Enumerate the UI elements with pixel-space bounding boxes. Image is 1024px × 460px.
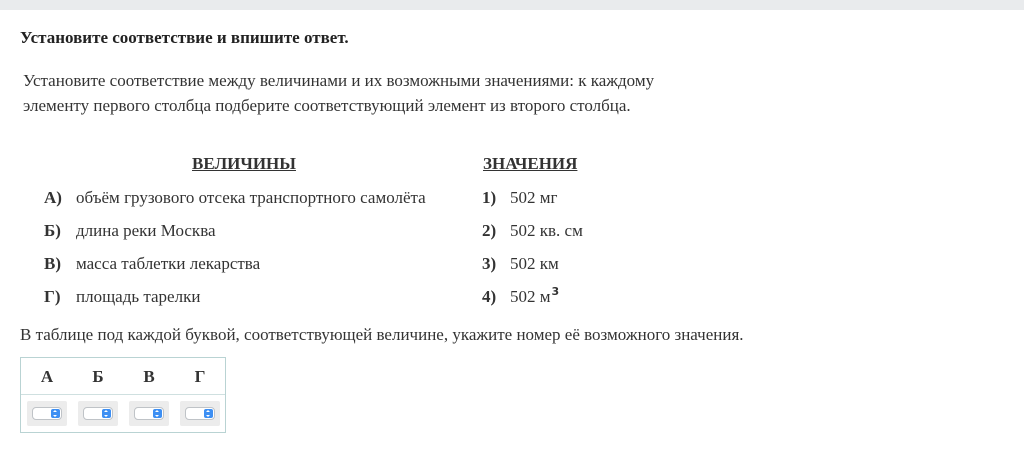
quantity-text: масса таблетки лекарства: [76, 254, 261, 273]
answer-select-cell-v: [129, 401, 169, 426]
quantity-item-a: [44, 188, 426, 208]
quantity-item-v: [44, 254, 260, 274]
quantity-text: длина реки Москва: [76, 221, 216, 240]
quantity-item-g: [44, 287, 200, 307]
quantity-letter: Г): [44, 287, 61, 306]
task-intro: Установите соответствие между величинами и их возможными значениями: к каждому элементу первого столбца подберите соответствующий элемент из второго столбца.: [23, 71, 655, 115]
value-text: 502 мг: [510, 188, 558, 207]
quantity-letter: А): [44, 188, 62, 207]
answer-column-g: Г: [194, 367, 206, 386]
answer-select-a[interactable]: [32, 407, 62, 420]
answer-instruction: В таблице под каждой буквой, соответствующей величине, укажите номер её возможного значения.: [20, 325, 744, 344]
answer-table: [20, 357, 226, 433]
answer-column-v: В: [143, 367, 155, 386]
quantity-item-b: [44, 221, 216, 241]
values-header: ЗНАЧЕНИЯ: [483, 154, 578, 173]
answer-table-header: [21, 358, 225, 395]
quantity-text: объём грузового отсека транспортного самолёта: [76, 188, 426, 207]
value-item-1: [482, 188, 557, 208]
answer-column-b: Б: [92, 367, 104, 386]
quantity-text: площадь тарелки: [76, 287, 201, 306]
value-text: 502 м: [510, 287, 551, 306]
answer-select-cell-b: [78, 401, 118, 426]
answer-select-g[interactable]: [185, 407, 215, 420]
select-stepper-icon: [204, 409, 213, 418]
value-text: 502 кв. см: [510, 221, 583, 240]
quantity-letter: В): [44, 254, 61, 273]
answer-select-cell-a: [27, 401, 67, 426]
answer-select-b[interactable]: [83, 407, 113, 420]
value-superscript: 3: [551, 285, 560, 298]
value-item-2: [482, 221, 583, 241]
task-heading: Установите соответствие и впишите ответ.: [20, 28, 349, 47]
value-item-3: [482, 254, 559, 274]
value-number: 4): [482, 287, 497, 306]
answer-select-v[interactable]: [134, 407, 164, 420]
value-number: 1): [482, 188, 497, 207]
quantity-letter: Б): [44, 221, 61, 240]
value-number: 3): [482, 254, 497, 273]
answer-select-cell-g: [180, 401, 220, 426]
select-stepper-icon: [153, 409, 162, 418]
answer-column-a: А: [40, 367, 54, 386]
select-stepper-icon: [102, 409, 111, 418]
value-number: 2): [482, 221, 497, 240]
select-stepper-icon: [51, 409, 60, 418]
value-item-4: [482, 287, 559, 307]
quantities-header: ВЕЛИЧИНЫ: [192, 154, 296, 173]
value-text: 502 км: [510, 254, 559, 273]
top-strip: [0, 0, 1024, 10]
